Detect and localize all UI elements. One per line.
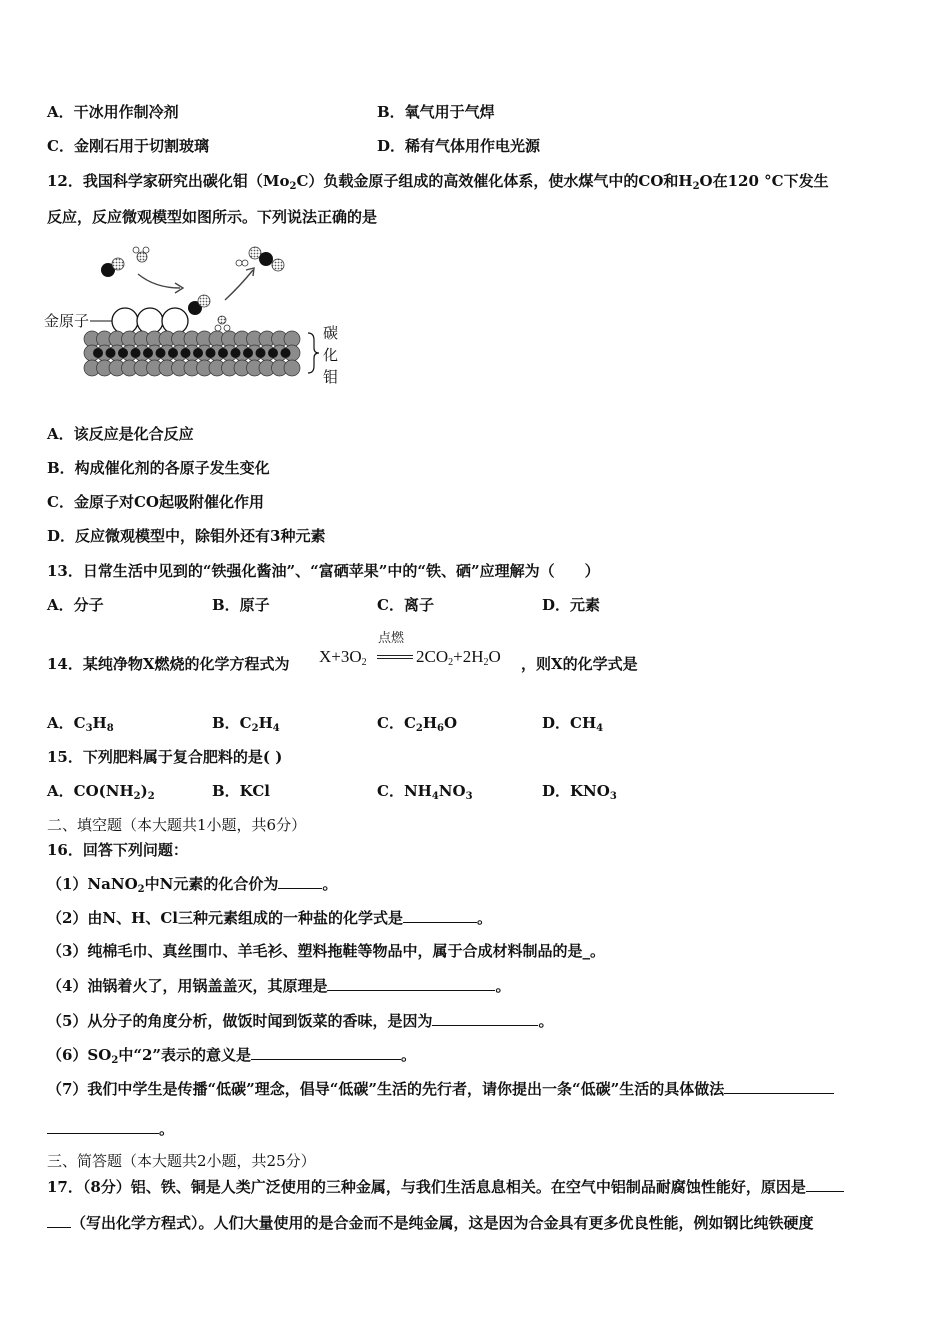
q15-option-a: A．$CO(NH_2)_2$: [47, 782, 155, 802]
equation-condition: 点燃: [378, 631, 405, 646]
q14-option-b: B．$C_2H_4$: [212, 714, 280, 734]
arrow-up-icon: [225, 270, 253, 300]
answer-blank[interactable]: [432, 1010, 538, 1026]
q16-stem: 16．回答下列问题：: [47, 841, 188, 859]
q12-option-a: A．该反应是化合反应: [47, 425, 194, 443]
arrow-down-icon: [138, 274, 180, 288]
answer-blank[interactable]: [251, 1044, 401, 1060]
reaction-model-figure: [40, 240, 360, 390]
q12-option-c: C．金原子对CO起吸附催化作用: [47, 493, 264, 511]
section-3-title: 三、简答题（本大题共2小题，共25分）: [47, 1152, 316, 1170]
carbon-atom: [243, 348, 253, 358]
q12-stem-line2: 反应，反应微观模型如图所示。下列说法正确的是: [47, 208, 378, 226]
q16-part2: （2）由N、H、Cl三种元素组成的一种盐的化学式是 。: [47, 909, 492, 927]
gold-atoms: [112, 308, 188, 334]
q14-stem-start: 14．某纯净物X燃烧的化学方程式为: [47, 655, 290, 673]
co-molecule-icon: [101, 258, 124, 277]
answer-blank[interactable]: [47, 1118, 159, 1134]
q12-stem-line1: 12．我国科学家研究出碳化钼$(Mo_2C)$负载金原子组成的高效催化体系，使水煤气中的CO和$H_2O$在120 °C下发生: [47, 172, 829, 192]
q12-option-b: B．构成催化剂的各原子发生变化: [47, 459, 270, 477]
carbon-atom: [268, 348, 278, 358]
answer-blank[interactable]: [278, 873, 322, 889]
q13-option-d: D．元素: [542, 596, 601, 614]
equation-equals: [377, 655, 413, 659]
answer-blank[interactable]: [724, 1078, 834, 1094]
q13-option-a: A．分子: [47, 596, 104, 614]
section-2-title: 二、填空题（本大题共1小题，共6分）: [47, 816, 307, 834]
q14-option-c: C．$C_2H_6O$: [377, 714, 458, 734]
answer-blank[interactable]: [327, 975, 495, 991]
q14-option-d: D．$CH_4$: [542, 714, 604, 734]
carbon-atom: [93, 348, 103, 358]
answer-blank[interactable]: [47, 1212, 71, 1228]
q16-part7: （7）我们中学生是传播“低碳”理念，倡导“低碳”生活的先行者，请你提出一条“低碳”生活的具体做法: [47, 1078, 834, 1099]
h2-molecule-icon: [236, 260, 248, 266]
q11-option-d: D．稀有气体用作电光源: [377, 137, 541, 155]
carbide-label-3: 钼: [323, 368, 339, 386]
answer-blank[interactable]: [806, 1176, 844, 1192]
equation-right: $2CO_2+2H_2O$: [416, 647, 501, 668]
carbon-atom: [181, 348, 191, 358]
carbon-atom: [118, 348, 128, 358]
q12-option-d: D．反应微观模型中，除钼外还有3种元素: [47, 527, 326, 545]
q13-option-b: B．原子: [212, 596, 270, 614]
q15-option-c: C．$NH_4NO_3$: [377, 782, 473, 802]
q11-option-a: A．干冰用作制冷剂: [47, 103, 179, 121]
answer-blank[interactable]: [403, 907, 477, 923]
q13-stem: 13．日常生活中见到的“铁强化酱油”、“富硒苹果”中的“铁、硒”应理解为（ ）: [47, 562, 600, 580]
carbon-atom: [193, 348, 203, 358]
q15-option-d: D．$KNO_3$: [542, 782, 617, 802]
q16-part5: （5）从分子的角度分析，做饭时闻到饭菜的香味，是因为 。: [47, 1012, 554, 1030]
carbon-atom: [281, 348, 291, 358]
carbon-atom: [131, 348, 141, 358]
q13-option-c: C．离子: [377, 596, 434, 614]
carbide-label-2: 化: [323, 346, 339, 364]
q16-part6: $(6)SO_2$中“2”表示的意义是 。: [47, 1046, 417, 1066]
q16-part1: （1）NaNO$_2$中N元素的化合价为 。: [47, 875, 338, 895]
equation-left: $X+3O_2$: [319, 647, 367, 668]
q16-part4: （4）油锅着火了，用锅盖盖灭，其原理是 。: [47, 977, 511, 995]
q14-stem-end: ，则X的化学式是: [521, 655, 638, 673]
carbon-atom: [231, 348, 241, 358]
q16-part3: （3）纯棉毛巾、真丝围巾、羊毛衫、塑料拖鞋等物品中，属于合成材料制品的是_。: [47, 942, 605, 960]
carbide-label-1: 碳: [323, 324, 339, 342]
q15-stem: 15．下列肥料属于复合肥料的是( ): [47, 748, 283, 766]
carbon-atom: [168, 348, 178, 358]
gold-atom-label: 金原子: [44, 312, 90, 330]
molybdenum-atom: [284, 360, 300, 376]
q17-line2: （写出化学方程式）。人们大量使用的是合金而不是纯金属，这是因为合金具有更多优良性能，例如钢比纯铁硬度: [47, 1212, 814, 1233]
q11-option-b: B．氧气用于气焊: [377, 103, 495, 121]
brace-icon: [308, 333, 319, 373]
water-molecule-icon: [133, 247, 149, 262]
carbon-atom: [256, 348, 266, 358]
q16-part7-cont: 。: [47, 1118, 174, 1139]
carbon-atom: [218, 348, 228, 358]
carbon-atom: [106, 348, 116, 358]
q15-option-b: B．KCl: [212, 782, 270, 800]
carbon-atom: [206, 348, 216, 358]
carbon-atom: [156, 348, 166, 358]
q14-option-a: A．$C_3H_8$: [47, 714, 114, 734]
carbon-atom: [143, 348, 153, 358]
q11-option-c: C．金刚石用于切割玻璃: [47, 137, 209, 155]
molybdenum-carbide-lattice: [84, 331, 300, 376]
q17-line1: 17．（8分）铝、铁、铜是人类广泛使用的三种金属，与我们生活息息相关。在空气中铝制品耐腐蚀性能好，原因是: [47, 1176, 844, 1197]
molybdenum-atom: [284, 331, 300, 347]
